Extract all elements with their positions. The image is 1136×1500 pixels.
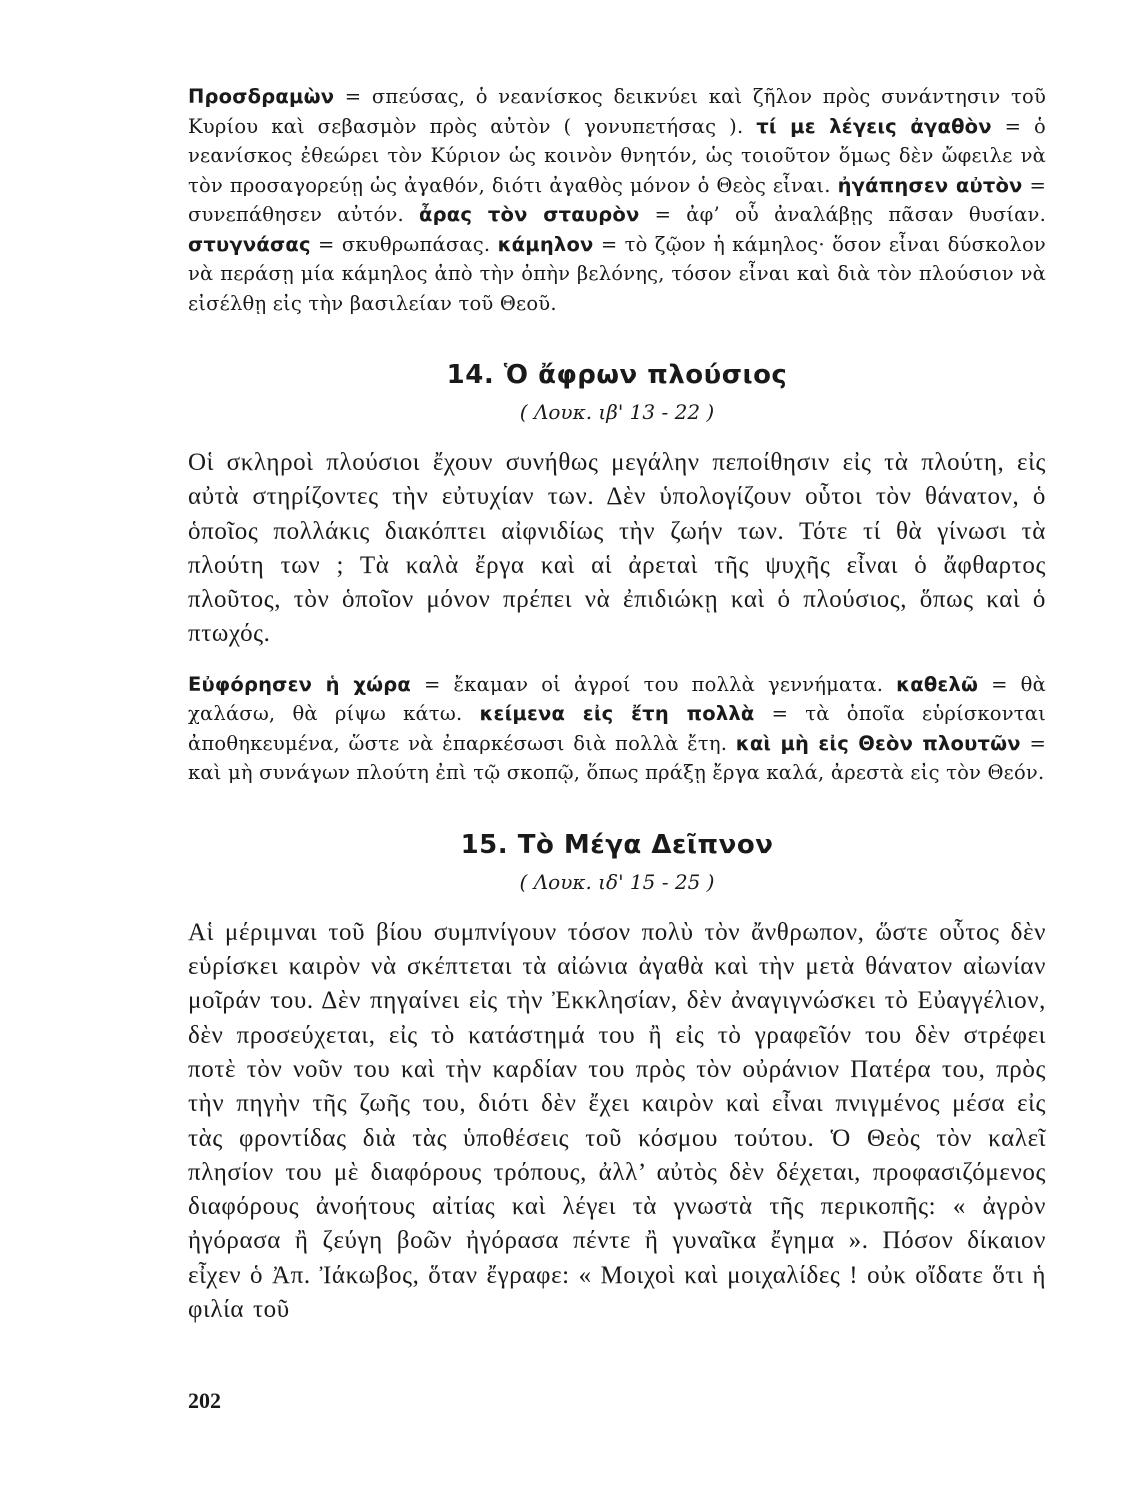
section-15-reference: ( Λουκ. ιδ' 15 - 25 ) <box>519 869 715 894</box>
gloss-term: κάμηλον <box>497 232 594 256</box>
gloss-term: καθελῶ <box>896 672 979 696</box>
gloss-definition: = θὰ χαλάσω, θὰ ρίψω κάτω. <box>188 672 1046 726</box>
gloss-term: Προσδραμὼν <box>188 85 335 108</box>
gloss-definition: = τὸ ζῷον ἡ κάμηλος· ὅσον εἶναι δύσκολον νὰ περάσῃ μία κάμηλος ἀπὸ τὴν ὀπὴν βελόνης, τόσον εἶναι καὶ διὰ τὸν πλούσιον νὰ εἰσέλθῃ εἰς τὴν βασιλείαν τοῦ Θεοῦ. <box>188 232 1046 315</box>
glossary-paragraph-1 <box>188 82 1046 318</box>
section-14-reference: ( Λουκ. ιβ' 13 - 22 ) <box>519 400 715 424</box>
gloss-term: ἆρας τὸν σταυρὸν <box>419 203 640 226</box>
page-content <box>188 82 1046 1327</box>
section-14-body: Οἱ σκληροὶ πλούσιοι ἔχουν συνήθως μεγάλην πεποίθησιν εἰς τὰ πλούτη, εἰς αὐτὰ στηρίζοντες τὴν εὐτυχίαν των. Δὲν ὑπολογίζουν οὗτοι τὸν θάνατον, ὁ ὁποῖος πολλάκις διακόπτει αἰφνιδίως τὴν ζωήν των. Τότε τί θὰ γίνωσι τὰ πλούτη των ; Τὰ καλὰ ἔργα καὶ αἱ ἀρεταὶ τῆς ψυχῆς εἶναι ὁ ἄφθαρτος πλοῦτος, τὸν ὁποῖον μόνον πρέπει νὰ ἐπιδιώκῃ καὶ ὁ πλούσιος, ὅπως καὶ ὁ πτωχός. <box>188 449 1046 648</box>
gloss-definition: = σπεύσας, ὁ νεανίσκος δεικνύει καὶ ζῆλον πρὸς συνάντησιν τοῦ Κυρίου καὶ σεβασμὸν πρὸς αὐτὸν ( γονυπετήσας ). <box>188 85 1046 138</box>
gloss-definition: = συνεπάθησεν αὐτόν. <box>188 173 1046 226</box>
page-number: 202 <box>188 1388 221 1413</box>
gloss-definition: = ἀφ’ οὗ ἀναλάβῃς πᾶσαν θυσίαν. <box>639 203 1046 226</box>
gloss-definition: = ἔκαμαν οἱ ἀγροί του πολλὰ γεννήματα. <box>411 672 897 696</box>
gloss-term: Εὐφόρησεν ἡ χώρα <box>188 672 412 696</box>
glossary-paragraph-2 <box>188 670 1046 788</box>
gloss-definition: = τὰ ὁποῖα εὑρίσκονται ἀποθηκευμένα, ὥστε νὰ ἐπαρκέσωσι διὰ πολλὰ ἔτη. <box>188 702 1046 755</box>
section-14-heading: 14. Ὁ ἄφρων πλούσιος <box>446 360 788 390</box>
gloss-term: ἠγάπησεν αὐτὸν <box>837 173 1023 197</box>
gloss-definition: = ὁ νεανίσκος ἐθεώρει τὸν Κύριον ὡς κοινὸν θνητόν, ὡς τοιοῦτον ὅμως δὲν ὤφειλε νὰ τὸν προσαγορεύῃ ὡς ἀγαθόν, διότι ἀγαθὸς μόνον ὁ Θεὸς εἶναι. <box>188 114 1046 197</box>
gloss-term: καὶ μὴ εἰς Θεὸν πλουτῶν <box>735 731 1021 755</box>
section-15-body: Αἱ μέριμναι τοῦ βίου συμπνίγουν τόσον πολὺ τὸν ἄνθρωπον, ὥστε οὗτος δὲν εὑρίσκει καιρὸν νὰ σκέπτεται τὰ αἰώνια ἀγαθὰ καὶ τὴν μετὰ θάνατον αἰωνίαν μοῖράν του. Δὲν πηγαίνει εἰς τὴν Ἐκκλησίαν, δὲν ἀναγιγνώσκει τὸ Εὐαγγέλιον, δὲν προσεύχεται, εἰς τὸ κατάστημά του ἢ εἰς τὸ γραφεῖόν του δὲν στρέφει ποτὲ τὸν νοῦν του καὶ τὴν καρδίαν του πρὸς τὸν οὐράνιον Πατέρα του, πρὸς τὴν πηγὴν τῆς ζωῆς του, διότι δὲν ἔχει καιρὸν καὶ εἶναι πνιγμένος μέσα εἰς τὰς φροντίδας διὰ τὰς ὑποθέσεις τοῦ κόσμου τούτου. Ὁ Θεὸς τὸν καλεῖ πλησίον του μὲ διαφόρους τρόπους, ἀλλ’ αὐτὸς δὲν δέχεται, προφασιζόμενος διαφόρους ἀνοήτους αἰτίας καὶ λέγει τὰ γνωστὰ τῆς περικοπῆς: « ἀγρὸν ἠγόρασα ἢ ζεύγη βοῶν ἠγόρασα πέντε ἢ γυναῖκα ἔγημα ». Πόσον δίκαιον εἶχεν ὁ Ἀπ. Ἰάκωβος, ὅταν ἔγραφε: « Μοιχοὶ καὶ μοιχαλίδες ! οὐκ οἴδατε ὅτι ἡ φιλία τοῦ <box>188 918 1046 1324</box>
gloss-definition: = σκυθρωπάσας. <box>310 232 498 256</box>
gloss-term: τί με λέγεις ἀγαθὸν <box>756 114 992 138</box>
gloss-term: κείμενα εἰς ἔτη πολλὰ <box>479 702 755 726</box>
section-15-heading: 15. Τὸ Μέγα Δεῖπνον <box>460 829 774 860</box>
gloss-definition: = καὶ μὴ συνάγων πλούτη ἐπὶ τῷ σκοπῷ, ὅπως πράξῃ ἔργα καλά, ἀρεστὰ εἰς τὸν Θεόν. <box>188 731 1046 785</box>
gloss-term: στυγνάσας <box>188 232 311 256</box>
